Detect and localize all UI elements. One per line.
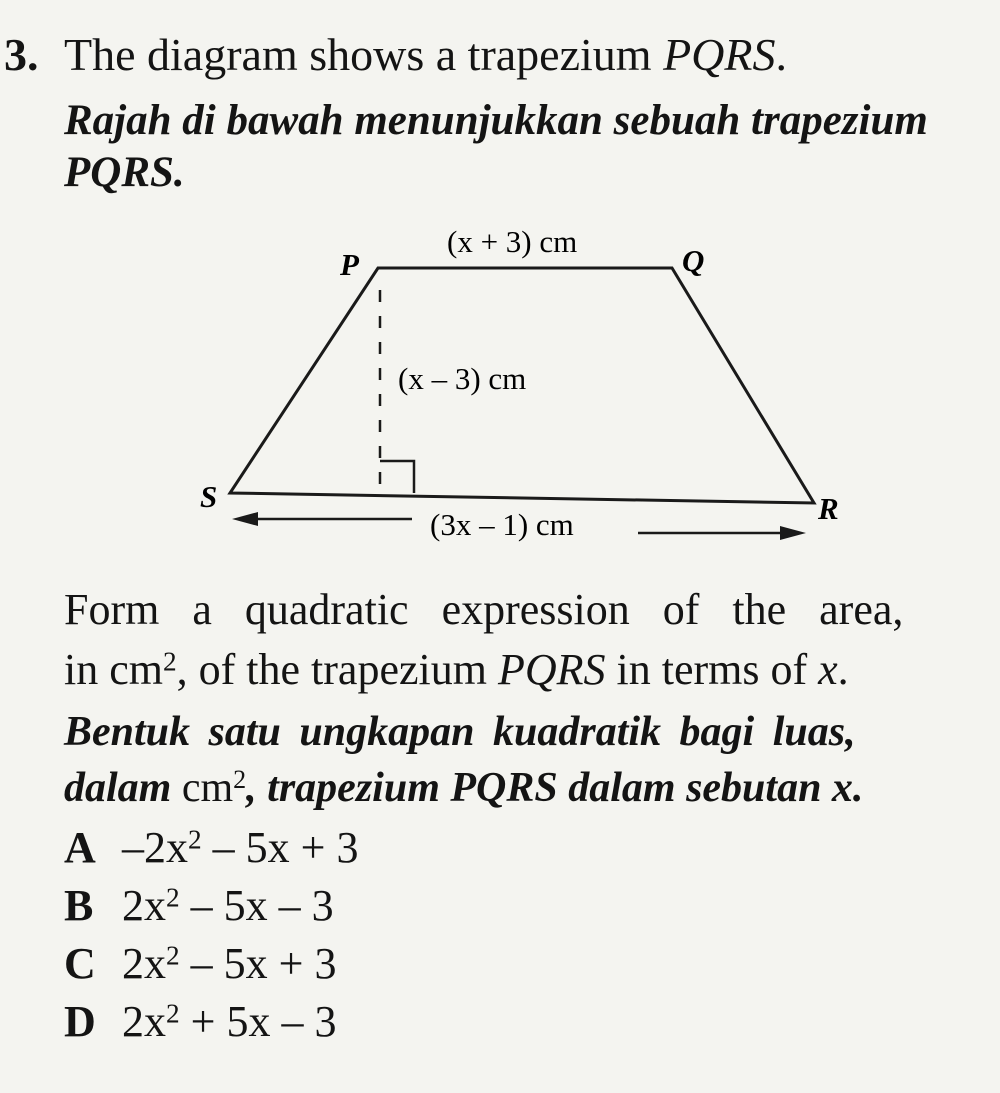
option-b-expression: $2x^2 - 5x - 3$	[122, 881, 334, 930]
prompt-mid: , of the trapezium	[176, 645, 498, 694]
prompt-unit: cm	[109, 645, 163, 694]
prompt-unit-exp: 2	[163, 646, 177, 677]
prompt-post: in terms of	[605, 645, 819, 694]
prompt-malay-line1: Bentuk satu ungkapan kuadratik bagi luas,	[64, 709, 856, 755]
prompt-my-unit: cm	[181, 765, 234, 811]
option-d[interactable]	[64, 996, 336, 1047]
prompt-english-line1: Form a quadratic expression of the area,	[64, 585, 904, 634]
option-d-expression: $2x^2 + 5x - 3$	[122, 997, 337, 1046]
prompt-malay-line2	[64, 764, 863, 812]
option-a-label: A	[64, 823, 96, 872]
option-d-label: D	[64, 997, 96, 1046]
prompt-my-dalam: dalam	[64, 765, 172, 811]
option-c-expression: $2x^2 - 5x + 3$	[122, 939, 337, 988]
prompt-my-rest: , trapezium PQRS dalam sebutan x.	[246, 765, 864, 811]
stem-en-name: PQRS	[663, 29, 776, 80]
prompt-english-line2	[64, 644, 849, 695]
question-stem-malay-line2: PQRS.	[64, 149, 185, 196]
vertex-p-label: P	[340, 247, 359, 282]
option-c-label: C	[64, 939, 96, 988]
vertex-r-label: R	[818, 491, 839, 526]
option-b[interactable]	[64, 880, 334, 931]
vertex-q-label: Q	[682, 243, 705, 278]
base-side-label: (3x – 1) cm	[430, 507, 574, 542]
prompt-name: PQRS	[497, 645, 606, 694]
height-label: (x – 3) cm	[398, 361, 527, 396]
prompt-var: x	[818, 645, 838, 694]
option-c[interactable]	[64, 938, 336, 989]
stem-en-pre: The diagram shows a trapezium	[64, 29, 664, 80]
right-angle-marker	[380, 461, 414, 493]
prompt-end: .	[837, 645, 849, 694]
base-arrowhead-left	[232, 512, 258, 526]
base-arrowhead-right	[780, 526, 806, 540]
prompt-in: in	[64, 645, 99, 694]
prompt-my-unit-exp: 2	[233, 764, 247, 794]
option-a-expression: $-2x^2 - 5x + 3$	[122, 823, 359, 872]
top-side-label: (x + 3) cm	[447, 224, 578, 259]
question-number: 3.	[4, 29, 39, 80]
option-b-label: B	[64, 881, 94, 930]
stem-en-post: .	[775, 29, 787, 80]
vertex-s-label: S	[200, 479, 218, 514]
question-stem-malay-line1: Rajah di bawah menunjukkan sebuah trapezium	[64, 97, 928, 144]
option-a[interactable]	[64, 822, 358, 873]
